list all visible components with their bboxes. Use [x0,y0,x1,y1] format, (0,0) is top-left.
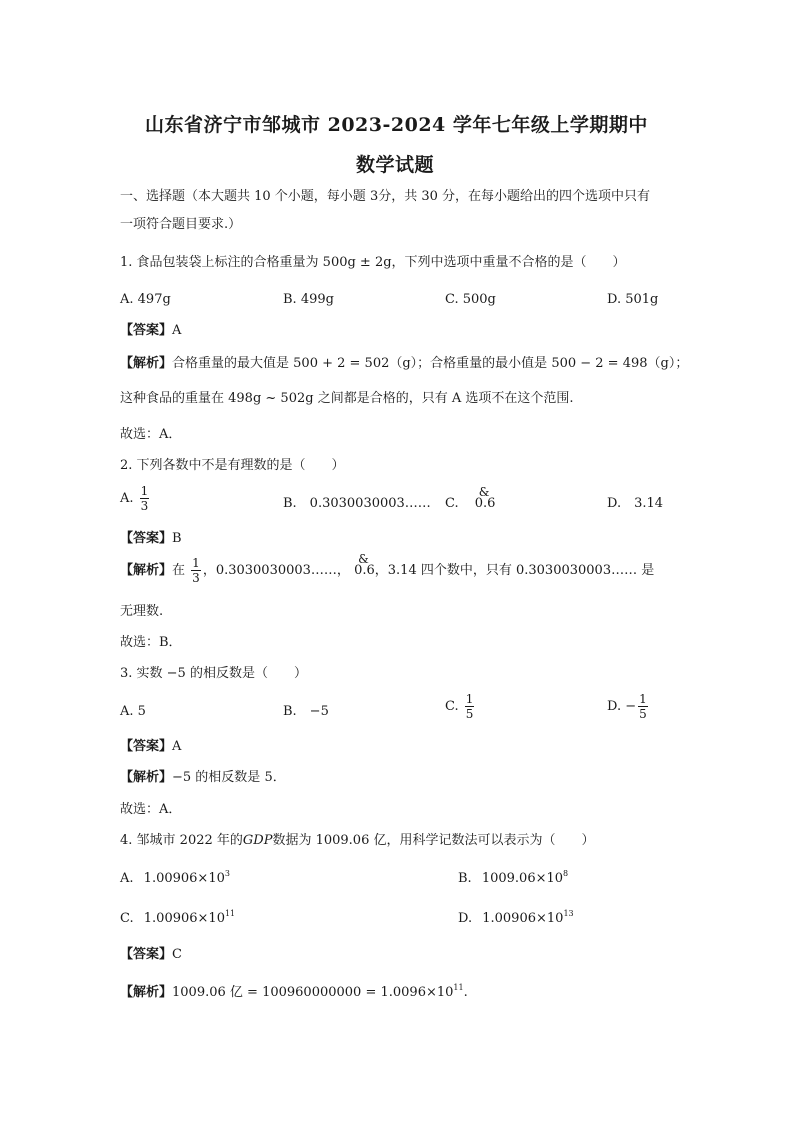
q4-option-c-base: 1.00906×10 [143,911,225,926]
section-heading-line1: 一、选择题（本大题共 10 个小题，每小题 3分，共 30 分，在每小题给出的四个选项中只有 [120,189,651,204]
q4-analysis [120,984,468,1002]
repeating-decimal [354,552,375,580]
repeating-value: 0.6 [474,496,496,511]
fraction-numerator: 1 [639,692,647,706]
q2-option-d: D. 3.14 [607,496,664,511]
q4-stem-gdp: GDP [242,833,273,848]
q3-option-c-fraction [465,692,475,721]
q3-option-c [445,692,476,721]
q1-option-a: A. 497g [120,292,171,307]
q2-analysis-post: ，3.14 四个数中，只有 0.3030030003…… 是 [374,563,655,578]
fraction-denominator: 3 [140,499,149,513]
q1-option-b: B. 499g [283,292,334,307]
minus-sign: − [625,699,637,714]
fraction-denominator: 3 [192,571,200,585]
q4-option-d-exp: 13 [563,909,574,918]
analysis-label: 【解析】 [120,356,173,371]
q3-option-b: B. −5 [283,704,329,719]
q3-option-c-label: C. [445,699,459,714]
q3-analysis [120,769,286,787]
q1-analysis-line2: 这种食品的重量在 498g ~ 502g 之间都是合格的，只有 A 选项不在这个范围. [120,391,574,406]
fraction-denominator: 5 [465,707,474,721]
repeating-value: 0.6 [354,563,375,578]
page-title: 山东省济宁市邹城市 2023-2024 学年七年级上学期期中 [145,114,648,136]
q2-analysis-mid: ，0.3030030003……， [202,563,350,578]
q4-analysis-exp: 11 [453,983,464,992]
section-heading-line2: 一项符合题目要求.） [120,217,242,232]
analysis-label: 【解析】 [120,770,173,785]
q4-option-b [458,870,568,888]
q4-option-a [120,870,230,888]
page-subtitle: 数学试题 [356,154,435,176]
q1-option-c: C. 500g [445,292,496,307]
answer-label: 【答案】 [120,739,173,754]
q3-option-d-label: D. [607,699,622,714]
q2-option-a [120,484,151,513]
q4-option-b-exp: 8 [563,869,569,878]
repeating-mark: & [358,552,369,566]
q2-analysis-line2: 无理数. [120,604,164,619]
q3-option-d [607,692,650,721]
repeating-decimal [474,485,496,513]
q4-option-c [120,910,235,928]
q2-stem: 2. 下列各数中不是有理数的是（ ） [120,458,345,473]
fraction-numerator: 1 [192,556,200,570]
q1-analysis-line1 [120,355,688,373]
q1-answer [120,322,181,340]
analysis-label: 【解析】 [120,563,173,578]
q4-option-d-label: D. [458,911,473,926]
q3-answer [120,738,181,756]
q3-stem: 3. 实数 −5 的相反数是（ ） [120,666,307,681]
q2-option-a-label: A. [120,491,134,506]
q2-option-c-label: C. [445,496,459,511]
q2-analysis-line1 [120,552,655,585]
q1-choice: 故选：A． [120,427,182,442]
q2-analysis-pre: 在 [172,563,186,578]
q4-option-c-exp: 11 [224,909,236,918]
fraction-numerator: 1 [465,692,474,706]
q4-answer [120,946,182,964]
q2-option-a-fraction [140,484,150,513]
q4-analysis-text: 1009.06 亿 = 100960000000 = 1.0096×10 [172,985,454,1000]
q2-option-b: B. 0.3030030003…… [283,496,431,511]
q2-analysis-fraction [191,556,201,585]
q4-answer-value: C [172,947,182,962]
q1-analysis-text1: 合格重量的最大值是 500 + 2 = 502（g）；合格重量的最小值是 500 − 2 = 498（g）； [172,356,689,371]
q3-option-d-fraction [638,692,648,721]
q1-answer-value: A [172,323,182,338]
answer-label: 【答案】 [120,323,173,338]
fraction-denominator: 5 [639,707,647,721]
q4-option-c-label: C. [120,911,134,926]
q4-option-a-label: A. [120,871,134,886]
q4-stem [120,832,594,850]
q2-answer [120,530,182,548]
q4-option-d [458,910,574,928]
q1-option-d: D. 501g [607,292,659,307]
q3-option-a: A. 5 [120,704,146,719]
answer-label: 【答案】 [120,947,173,962]
q2-answer-value: B [172,531,182,546]
q2-option-c [445,485,496,513]
q4-analysis-end: . [463,985,468,1000]
q4-stem-post: 数据为 1009.06 亿，用科学记数法可以表示为（ ） [272,833,595,848]
answer-label: 【答案】 [120,531,173,546]
fraction-numerator: 1 [140,484,149,498]
q2-choice: 故选：B． [120,635,182,650]
q4-option-d-base: 1.00906×10 [482,911,564,926]
q4-stem-pre: 4. 邹城市 2022 年的 [120,833,243,848]
q3-analysis-text: −5 的相反数是 5． [172,770,286,785]
q4-option-b-label: B. [458,871,472,886]
repeating-mark: & [478,485,490,499]
q4-option-a-base: 1.00906×10 [143,871,225,886]
q3-answer-value: A [172,739,182,754]
q4-option-b-base: 1009.06×10 [481,871,564,886]
q4-option-a-exp: 3 [224,869,230,878]
q3-choice: 故选：A． [120,802,182,817]
analysis-label: 【解析】 [120,985,173,1000]
q1-stem: 1. 食品包装袋上标注的合格重量为 500g ± 2g，下列中选项中重量不合格的是（ ） [120,255,626,270]
